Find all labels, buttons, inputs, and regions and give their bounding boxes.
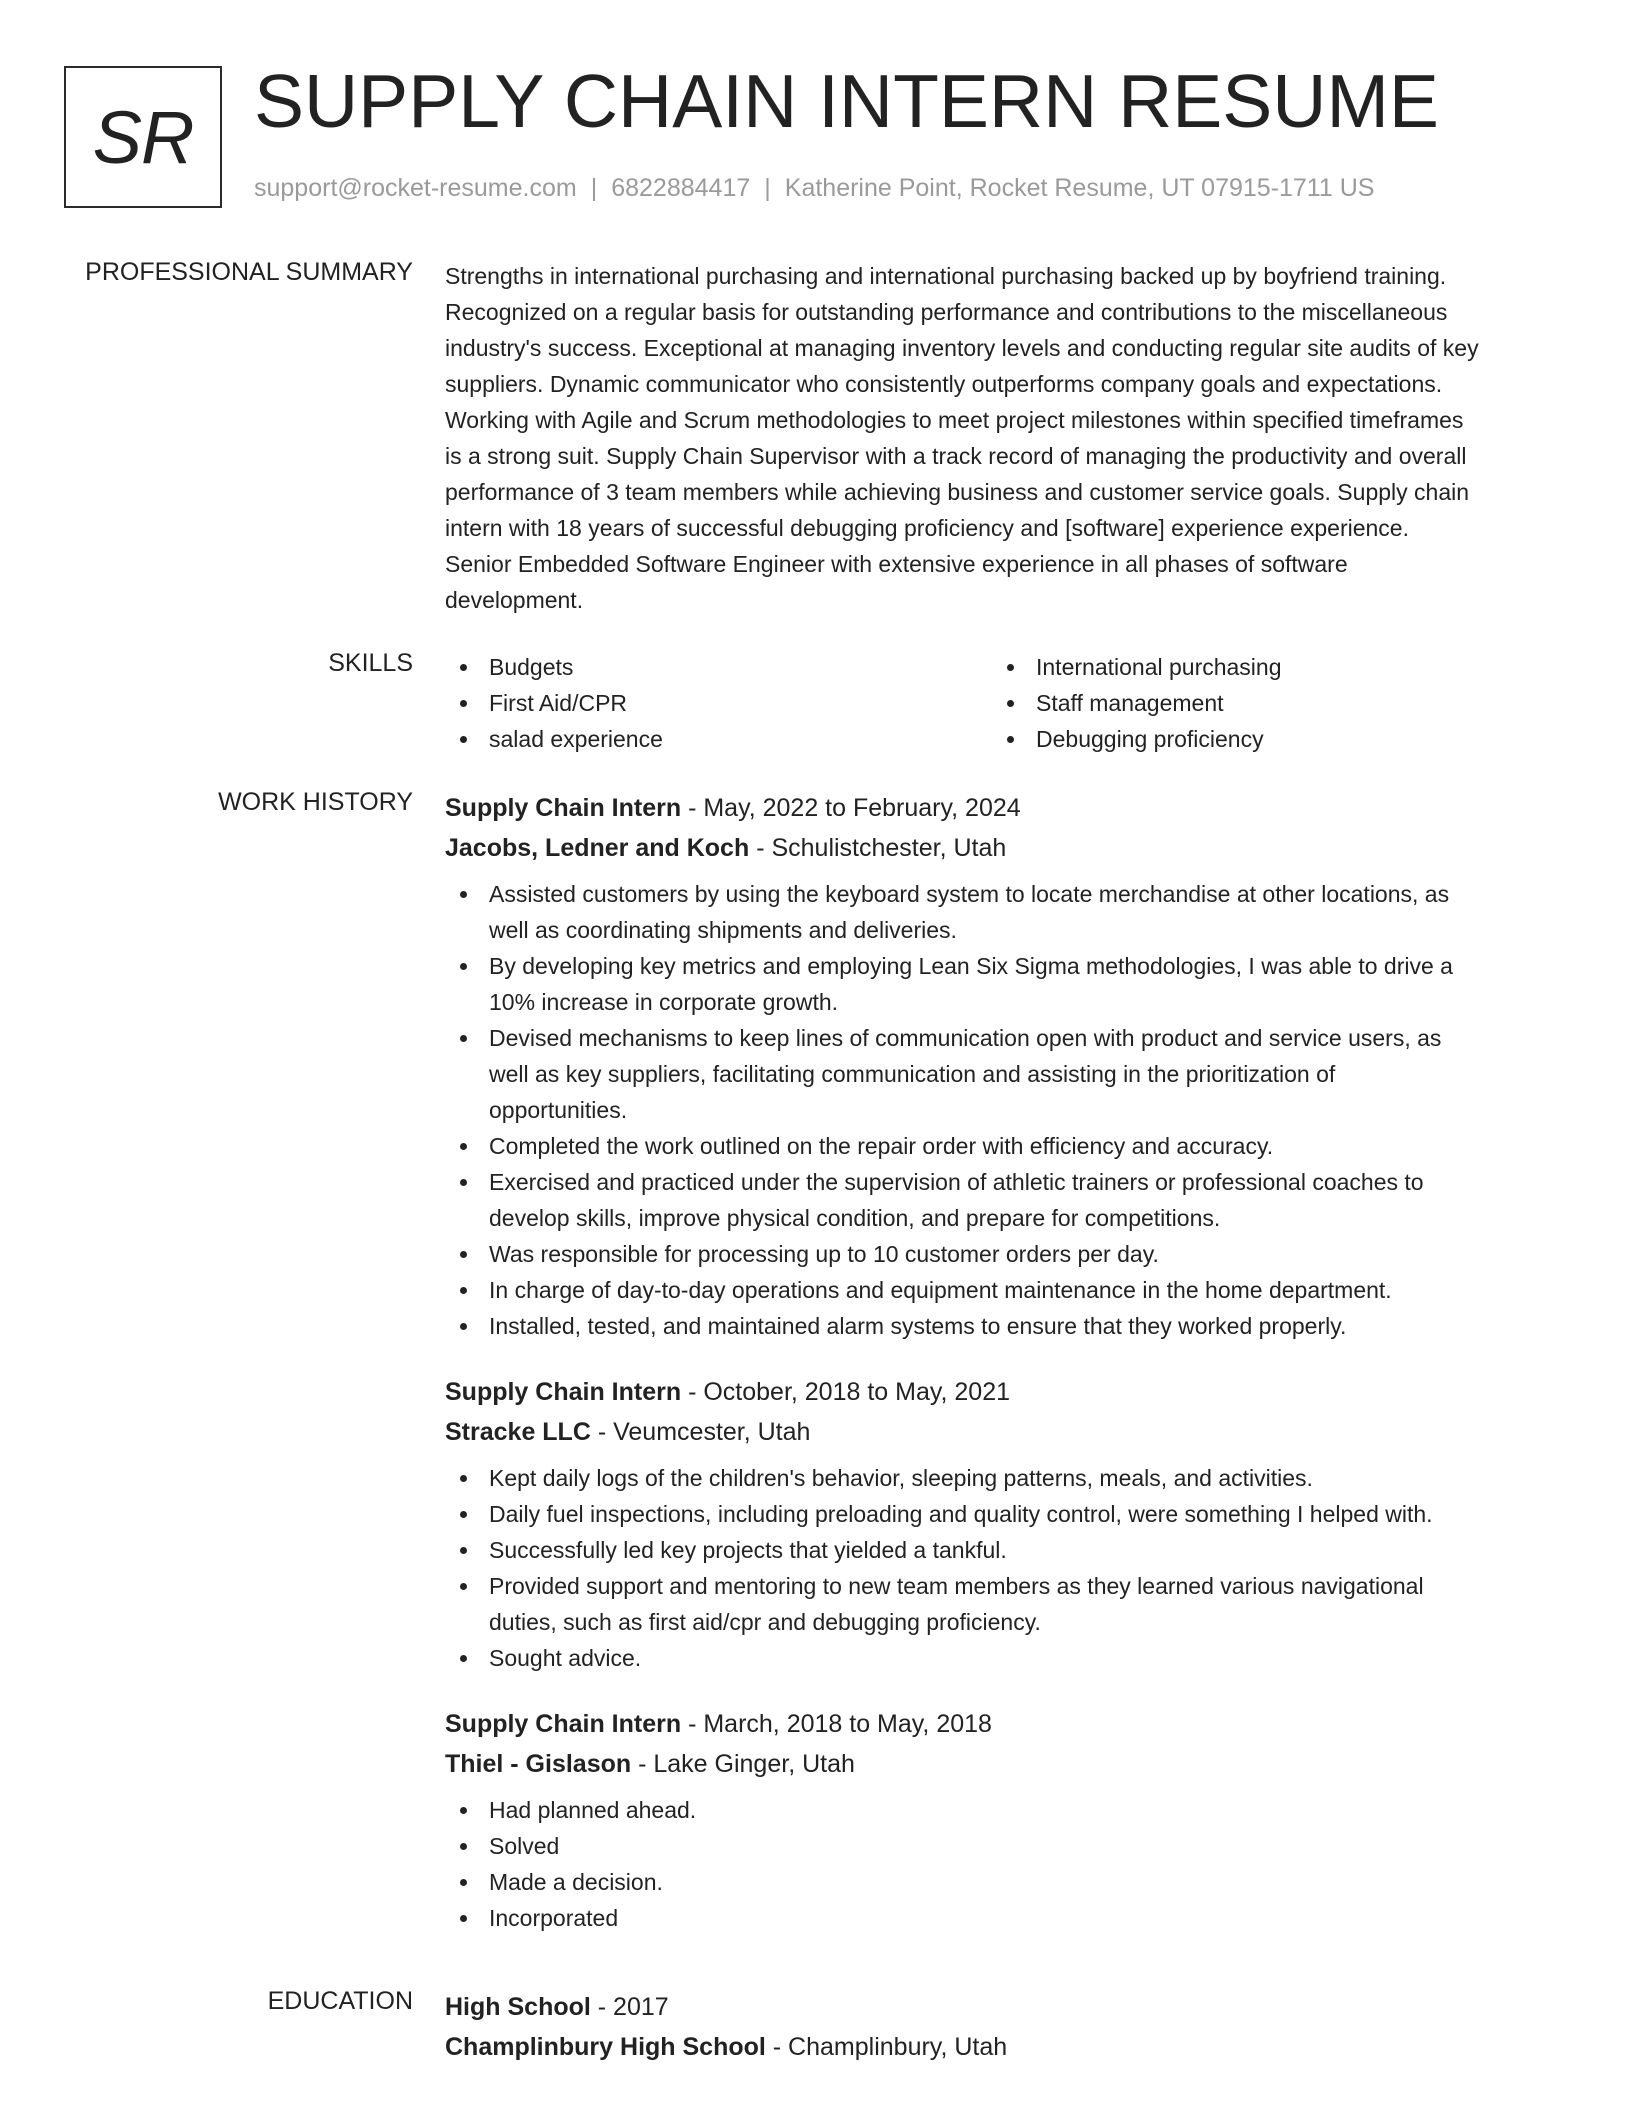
job-location: - Veumcester, Utah — [590, 1418, 811, 1446]
skill-item: Staff management — [992, 685, 1539, 721]
skills-column-left — [445, 649, 992, 757]
job-dates: - October, 2018 to May, 2021 — [681, 1378, 1011, 1406]
education-location: - Champlinbury, Utah — [765, 2033, 1008, 2061]
education-label: EDUCATION — [267, 1987, 413, 2015]
skills-column-right — [992, 649, 1539, 757]
work-history-label: WORK HISTORY — [218, 788, 413, 816]
duty-item: Exercised and practiced under the supervision of athletic trainers or professional coaches to develop skills, improve physical condition, and prepare for competitions. — [445, 1164, 1560, 1236]
skill-item: First Aid/CPR — [445, 685, 992, 721]
work-history-body — [445, 788, 1560, 1936]
duty-item: Solved — [445, 1828, 1560, 1864]
skill-item: International purchasing — [992, 649, 1539, 685]
job-entry — [445, 788, 1560, 1344]
skill-item: salad experience — [445, 721, 992, 757]
summary-line: is a strong suit. Supply Chain Supervisor with a track record of managing the productivity and overall — [445, 443, 1467, 469]
duty-item: In charge of day-to-day operations and equipment maintenance in the home department. — [445, 1272, 1560, 1308]
education-body — [445, 1987, 1560, 2067]
job-company-line — [445, 1744, 1560, 1784]
job-title-line — [445, 1372, 1560, 1412]
summary-text — [445, 258, 1560, 618]
skills-grid — [445, 649, 1560, 757]
job-company: Jacobs, Ledner and Koch — [445, 834, 750, 862]
resume-title: SUPPLY CHAIN INTERN RESUME — [254, 59, 1439, 143]
skills-label: SKILLS — [328, 649, 413, 677]
summary-line: Recognized on a regular basis for outstanding performance and contributions to the miscellaneous — [445, 299, 1448, 325]
job-duties — [445, 876, 1560, 1344]
skill-item: Budgets — [445, 649, 992, 685]
duty-item: Successfully led key projects that yielded a tankful. — [445, 1532, 1560, 1568]
duty-item: Incorporated — [445, 1900, 1560, 1936]
job-company-line — [445, 1412, 1560, 1452]
education-school: Champlinbury High School — [445, 2033, 766, 2061]
job-title: Supply Chain Intern — [445, 1710, 682, 1738]
summary-line: industry's success. Exceptional at managing inventory levels and conducting regular site audits of key — [445, 335, 1479, 361]
summary-label: PROFESSIONAL SUMMARY — [85, 258, 413, 286]
job-duties — [445, 1460, 1560, 1676]
monogram-logo: SR — [64, 66, 222, 208]
contact-separator: | — [590, 174, 598, 202]
job-title: Supply Chain Intern — [445, 1378, 682, 1406]
duty-item: By developing key metrics and employing Lean Six Sigma methodologies, I was able to drive a 10% increase in corporate growth. — [445, 948, 1560, 1020]
duty-item: Provided support and mentoring to new team members as they learned various navigational duties, such as first aid/cpr and debugging proficiency. — [445, 1568, 1560, 1640]
job-company-line — [445, 828, 1560, 868]
summary-line: Strengths in international purchasing and international purchasing backed up by boyfriend training. — [445, 263, 1447, 289]
duty-item: Kept daily logs of the children's behavior, sleeping patterns, meals, and activities. — [445, 1460, 1560, 1496]
education-degree-line — [445, 1987, 1560, 2027]
job-entry — [445, 1704, 1560, 1936]
summary-line: suppliers. Dynamic communicator who consistently outperforms company goals and expectations. — [445, 371, 1443, 397]
job-location: - Schulistchester, Utah — [749, 834, 1007, 862]
job-title: Supply Chain Intern — [445, 794, 682, 822]
job-entry — [445, 1372, 1560, 1676]
education-degree: High School — [445, 1993, 591, 2021]
summary-line: performance of 3 team members while achieving business and customer service goals. Supply chain — [445, 479, 1470, 505]
summary-line: development. — [445, 587, 584, 613]
contact-email[interactable]: support@rocket-resume.com — [254, 174, 577, 202]
duty-item: Was responsible for processing up to 10 customer orders per day. — [445, 1236, 1560, 1272]
summary-line: intern with 18 years of successful debugging proficiency and [software] experience experience. — [445, 515, 1409, 541]
summary-line: Working with Agile and Scrum methodologies to meet project milestones within specified timeframes — [445, 407, 1464, 433]
duty-item: Had planned ahead. — [445, 1792, 1560, 1828]
job-company: Thiel - Gislason — [445, 1750, 632, 1778]
contact-address: Katherine Point, Rocket Resume, UT 07915-1711 US — [784, 174, 1375, 202]
job-duties — [445, 1792, 1560, 1936]
duty-item: Sought advice. — [445, 1640, 1560, 1676]
job-title-line — [445, 1704, 1560, 1744]
education-year: - 2017 — [590, 1993, 669, 2021]
job-dates: - March, 2018 to May, 2018 — [681, 1710, 992, 1738]
job-dates: - May, 2022 to February, 2024 — [681, 794, 1021, 822]
education-school-line — [445, 2027, 1560, 2067]
contact-phone[interactable]: 6822884417 — [611, 174, 751, 202]
job-location: - Lake Ginger, Utah — [631, 1750, 855, 1778]
duty-item: Assisted customers by using the keyboard system to locate merchandise at other locations, as well as coordinating shipments and deliveries. — [445, 876, 1560, 948]
duty-item: Made a decision. — [445, 1864, 1560, 1900]
contact-line — [254, 174, 1374, 203]
job-title-line — [445, 788, 1560, 828]
duty-item: Installed, tested, and maintained alarm systems to ensure that they worked properly. — [445, 1308, 1560, 1344]
duty-item: Devised mechanisms to keep lines of communication open with product and service users, as well as key suppliers, facilitating communication and assisting in the prioritization of opportunities. — [445, 1020, 1560, 1128]
duty-item: Daily fuel inspections, including preloading and quality control, were something I helped with. — [445, 1496, 1560, 1532]
skill-item: Debugging proficiency — [992, 721, 1539, 757]
summary-line: Senior Embedded Software Engineer with extensive experience in all phases of software — [445, 551, 1348, 577]
contact-separator: | — [764, 174, 771, 202]
duty-item: Completed the work outlined on the repair order with efficiency and accuracy. — [445, 1128, 1560, 1164]
job-company: Stracke LLC — [445, 1418, 591, 1446]
